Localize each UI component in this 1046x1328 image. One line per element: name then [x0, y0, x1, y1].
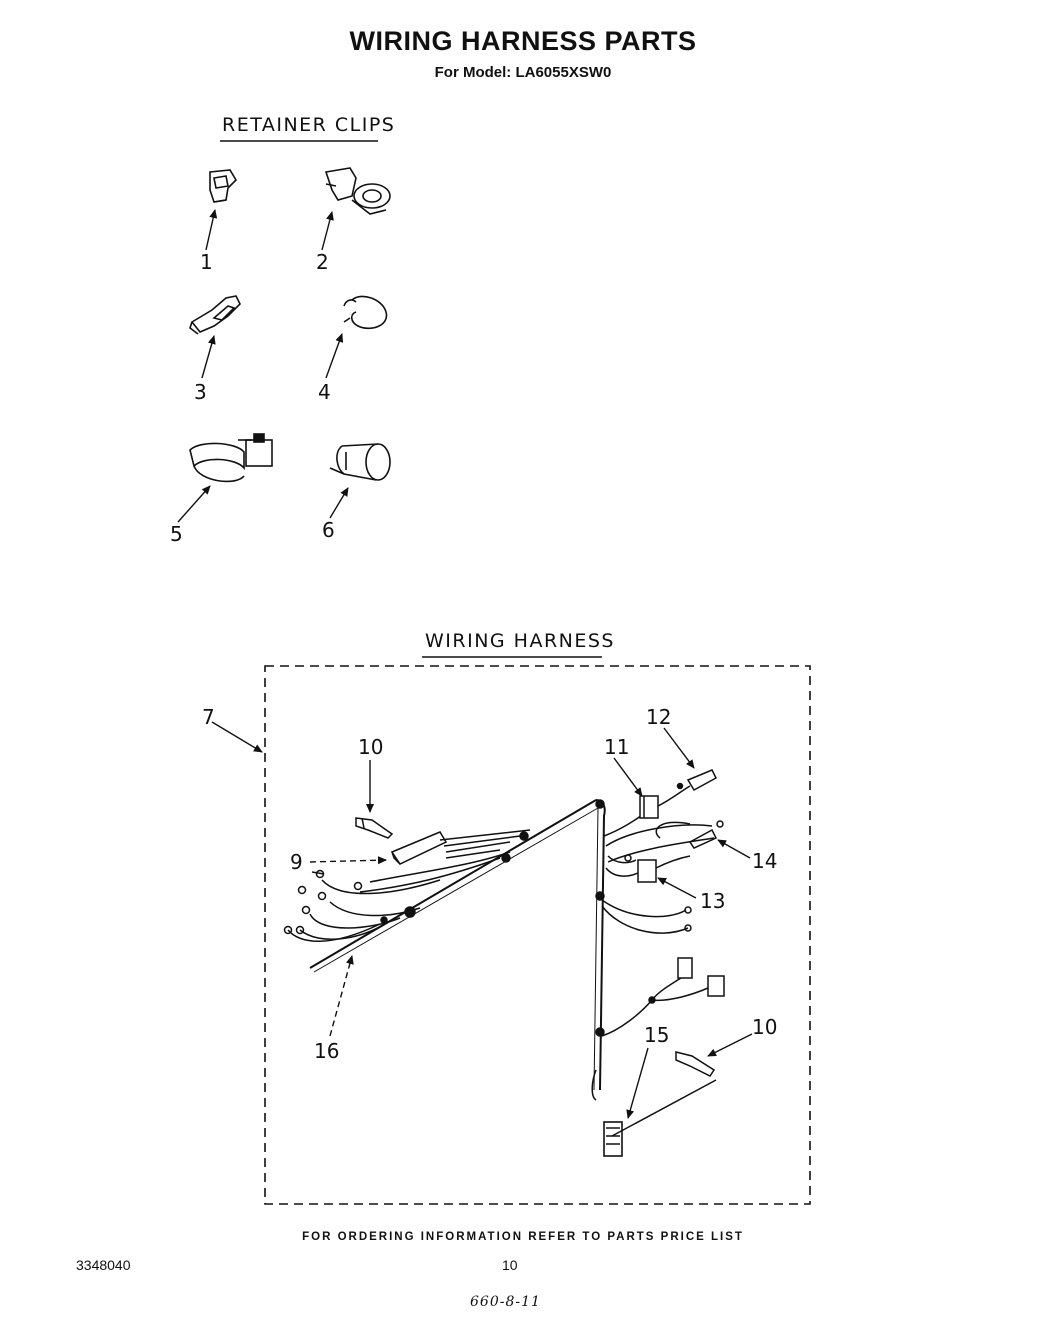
leader-9	[310, 860, 386, 862]
clip-5-drawing	[190, 434, 272, 481]
leader-10-lower	[708, 1034, 752, 1056]
page-number: 10	[502, 1257, 518, 1273]
clip-4-leader	[326, 334, 342, 378]
harness-border	[265, 666, 810, 1204]
leader-15	[628, 1048, 648, 1118]
label-13: 13	[700, 889, 726, 913]
clip-5-leader	[178, 486, 210, 522]
retainer-clips-heading: RETAINER CLIPS	[222, 114, 396, 136]
clip-6-leader	[330, 488, 348, 518]
label-11: 11	[604, 735, 630, 759]
clip-1-drawing	[210, 170, 236, 202]
leader-11	[614, 758, 642, 796]
clip-3-label: 3	[194, 380, 207, 404]
clip-1-leader	[206, 210, 215, 250]
leader-14	[718, 840, 750, 858]
ordering-info-note: FOR ORDERING INFORMATION REFER TO PARTS PRICE LIST	[302, 1231, 744, 1243]
label-10-lower: 10	[752, 1015, 778, 1039]
wiring-harness-heading: WIRING HARNESS	[425, 630, 615, 652]
leader-13	[658, 878, 696, 898]
label-7: 7	[202, 705, 215, 729]
clip-6-label: 6	[322, 518, 335, 542]
leader-7	[212, 722, 262, 752]
clip-4-label: 4	[318, 380, 331, 404]
model-subtitle: For Model: LA6055XSW0	[434, 64, 612, 81]
leader-16	[330, 956, 352, 1036]
clip-2-label: 2	[316, 250, 329, 274]
page-title: WIRING HARNESS PARTS	[349, 26, 697, 56]
label-12: 12	[646, 705, 672, 729]
leader-12	[664, 728, 694, 768]
clip-4-drawing	[344, 296, 387, 328]
clip-3-drawing	[190, 296, 240, 334]
handwritten-note: 660-8-11	[470, 1294, 541, 1310]
clip-5-label: 5	[170, 522, 183, 546]
label-14: 14	[752, 849, 778, 873]
label-15: 15	[644, 1023, 670, 1047]
document-number: 3348040	[76, 1257, 131, 1273]
clip-3-leader	[202, 336, 214, 378]
clip-2-drawing	[326, 168, 390, 214]
clip-2-leader	[322, 212, 332, 250]
label-9: 9	[290, 850, 303, 874]
clip-1-label: 1	[200, 250, 213, 274]
label-16: 16	[314, 1039, 340, 1063]
clip-6-drawing	[330, 444, 390, 480]
label-10-upper: 10	[358, 735, 384, 759]
